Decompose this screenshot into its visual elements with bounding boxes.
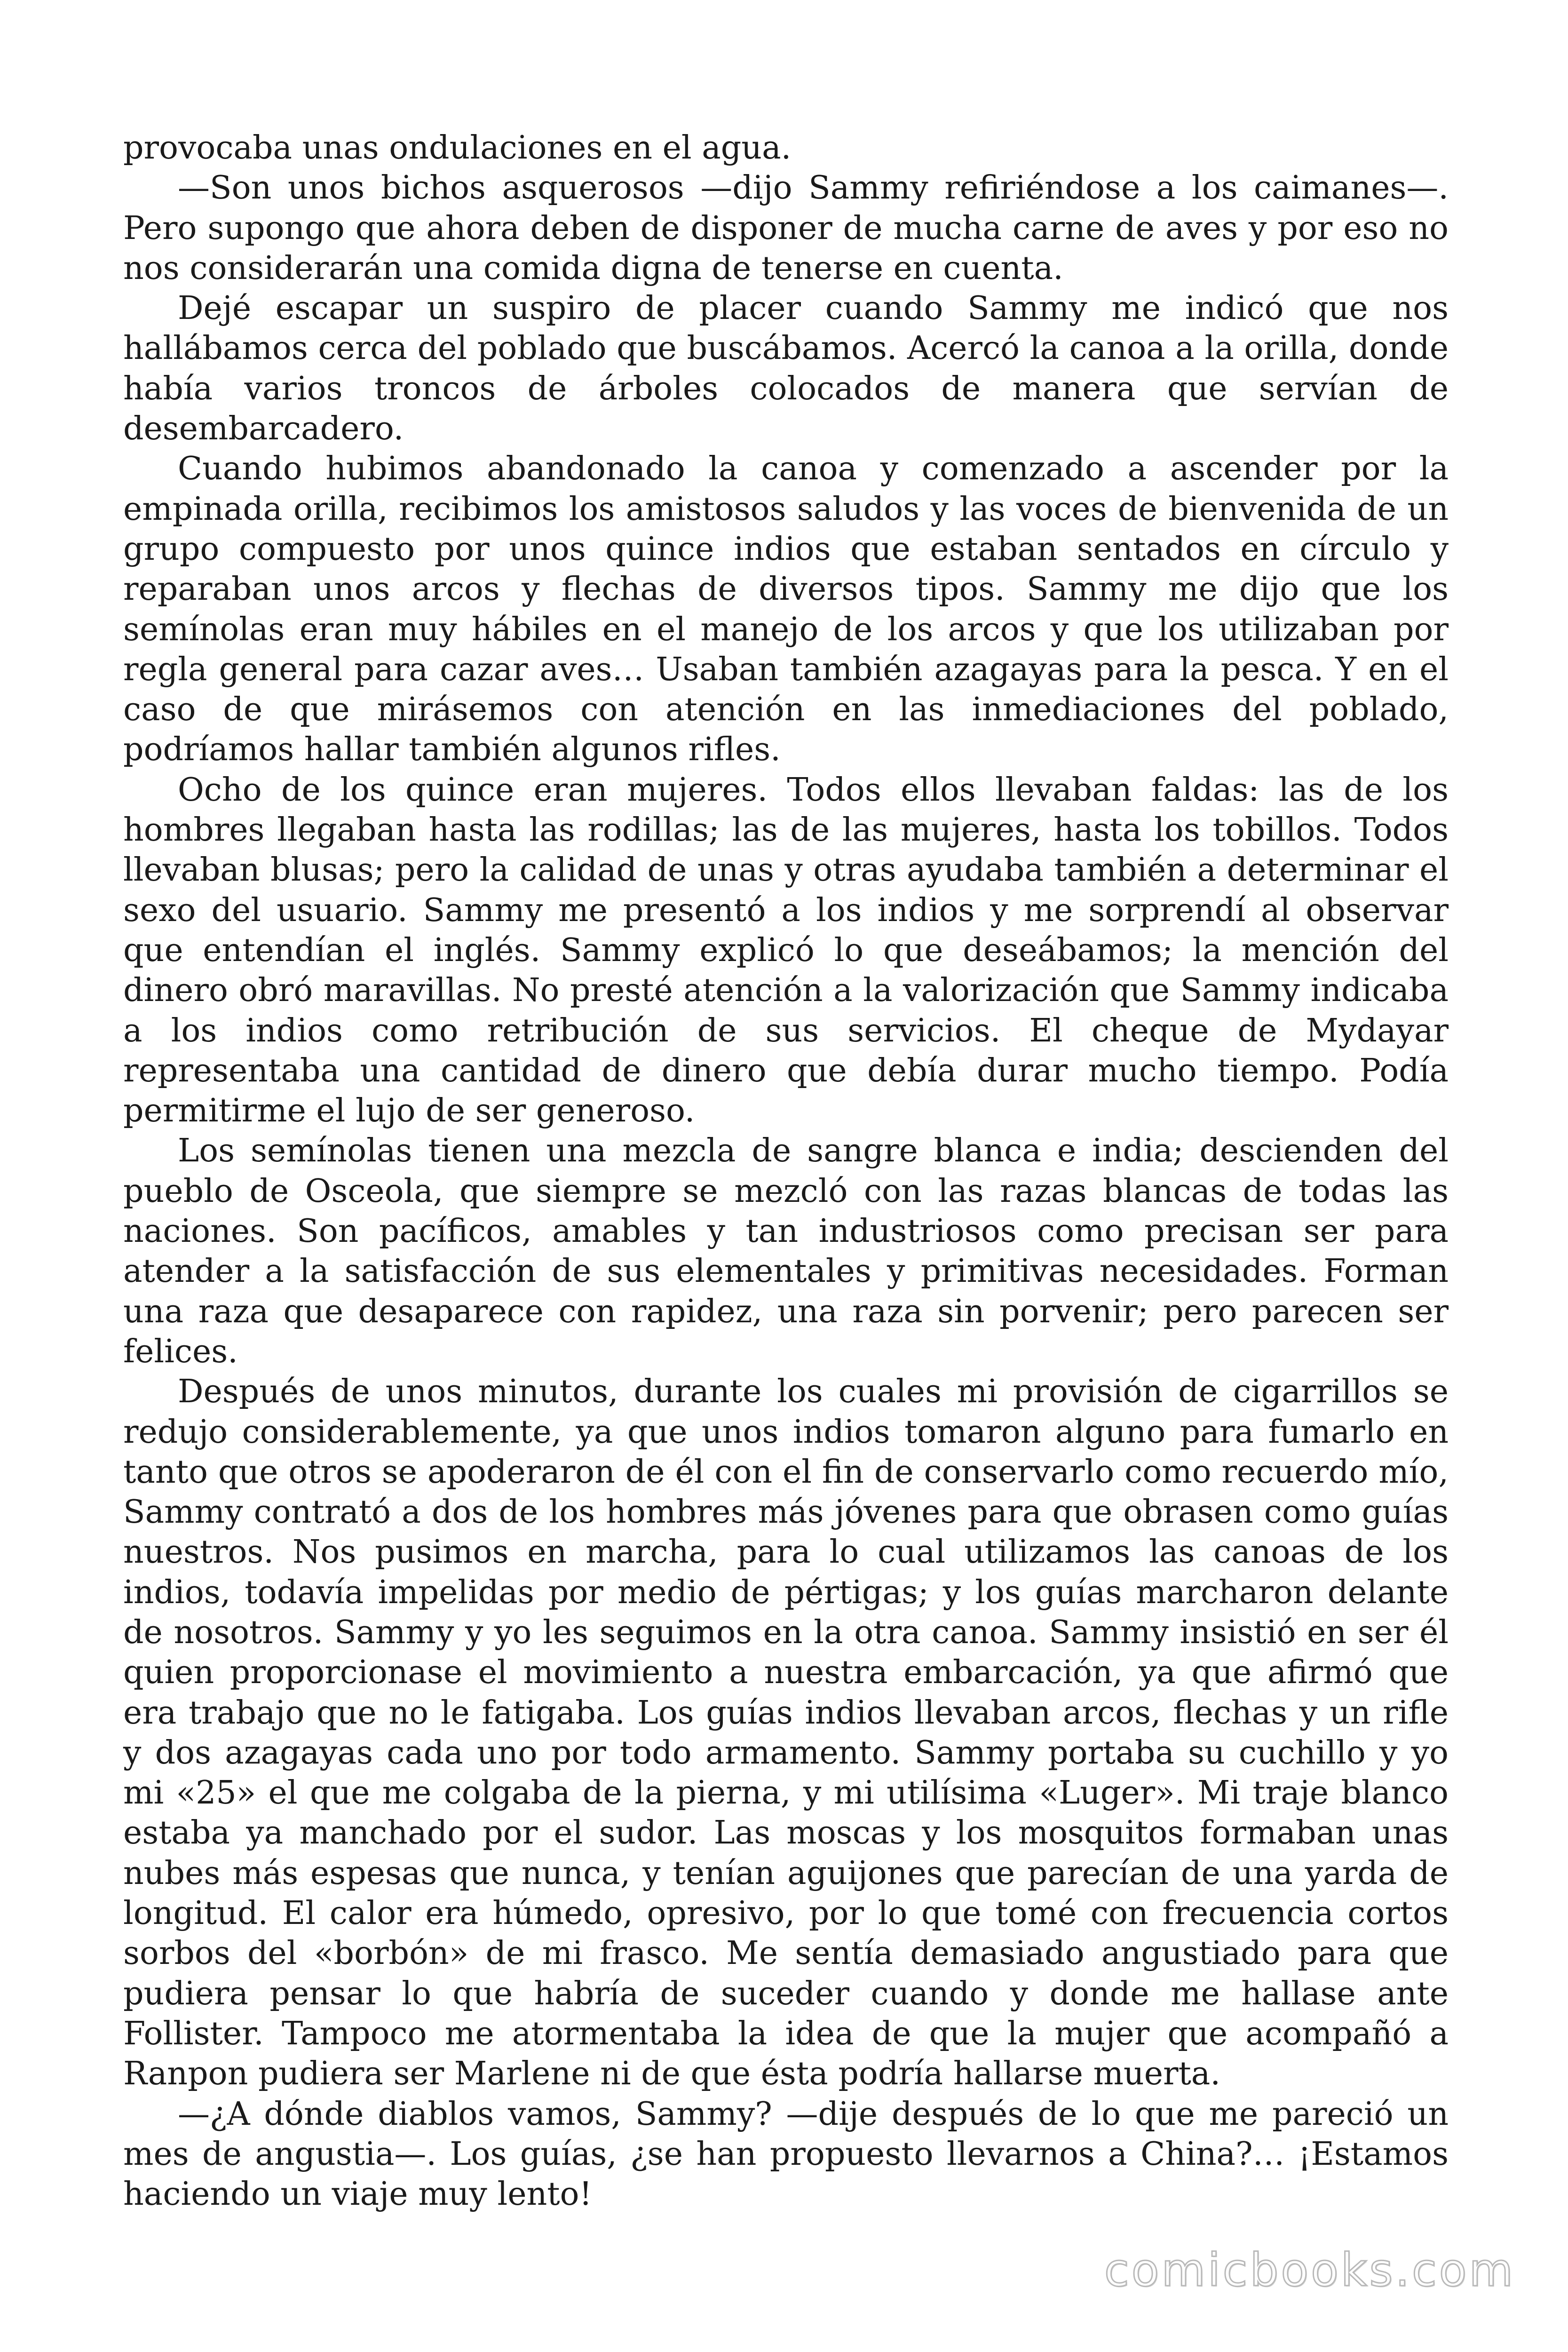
paragraph: Dejé escapar un suspiro de placer cuando Sammy me indicó que nos hallábamos cerca del poblado que buscábamos. Acercó la canoa a la orilla, donde había varios troncos de árboles colocados de manera que servían de desembarcadero. <box>123 290 1449 448</box>
paragraph: Después de unos minutos, durante los cuales mi provisión de cigarrillos se redujo considerablemente, ya que unos indios tomaron alguno para fumarlo en tanto que otros se apoderaron de él con el fin de conservarlo como recuerdo mío, Sammy contrató a dos de los hombres más jóvenes para que obrasen como guías nuestros. Nos pusimos en marcha, para lo cual utilizamos las canoas de los indios, todavía impelidas por medio de pértigas; y los guías marcharon delante de nosotros. Sammy y yo les seguimos en la otra canoa. Sammy insistió en ser él quien proporcionase el movimiento a nuestra embarcación, ya que afirmó que era trabajo que no le fatigaba. Los guías indios llevaban arcos, flechas y un rifle y dos azagayas cada uno por todo armamento. Sammy portaba su cuchillo y yo mi «25» el que me colgaba de la pierna, y mi utilísima «Luger». Mi traje blanco estaba ya manchado por el sudor. Las moscas y los mosquitos formaban unas nubes más espesas que nunca, y tenían aguijones que parecían de una yarda de longitud. El calor era húmedo, opresivo, por lo que tomé con frecuencia cortos sorbos del «borbón» de mi frasco. Me sentía demasiado angustiado para que pudiera pensar lo que habría de suceder cuando y donde me hallase ante Follister. Tampoco me atormentaba la idea de que la mujer que acompañó a Ranpon pudiera ser Marlene ni de que ésta podría hallarse muerta. <box>123 1373 1449 2093</box>
paragraph: —¿A dónde diablos vamos, Sammy? —dije después de lo que me pareció un mes de angustia—. Los guías, ¿se han propuesto llevarnos a China?… ¡Estamos haciendo un viaje muy lento! <box>123 2095 1449 2213</box>
book-page-text <box>123 128 1449 2214</box>
paragraph: Ocho de los quince eran mujeres. Todos ellos llevaban faldas: las de los hombres llegaban hasta las rodillas; las de las mujeres, hasta los tobillos. Todos llevaban blusas; pero la calidad de unas y otras ayudaba también a determinar el sexo del usuario. Sammy me presentó a los indios y me sorprendí al observar que entendían el inglés. Sammy explicó lo que deseábamos; la mención del dinero obró maravillas. No presté atención a la valorización que Sammy indicaba a los indios como retribución de sus servicios. El cheque de Mydayar representaba una cantidad de dinero que debía durar mucho tiempo. Podía permitirme el lujo de ser generoso. <box>123 771 1449 1130</box>
paragraph: Los semínolas tienen una mezcla de sangre blanca e india; descienden del pueblo de Osceola, que siempre se mezcló con las razas blancas de todas las naciones. Son pacíficos, amables y tan industriosos como precisan ser para atender a la satisfacción de sus elementales y primitivas necesidades. Forman una raza que desaparece con rapidez, una raza sin porvenir; pero parecen ser felices. <box>123 1132 1449 1370</box>
paragraph: Cuando hubimos abandonado la canoa y comenzado a ascender por la empinada orilla, recibimos los amistosos saludos y las voces de bienvenida de un grupo compuesto por unos quince indios que estaban sentados en círculo y reparaban unos arcos y flechas de diversos tipos. Sammy me dijo que los semínolas eran muy hábiles en el manejo de los arcos y que los utilizaban por regla general para cazar aves… Usaban también azagayas para la pesca. Y en el caso de que mirásemos con atención en las inmediaciones del poblado, podríamos hallar también algunos rifles. <box>123 450 1449 769</box>
paragraph: —Son unos bichos asquerosos —dijo Sammy refiriéndose a los caimanes—. Pero supongo que ahora deben de disponer de mucha carne de aves y por eso no nos considerarán una comida digna de tenerse en cuenta. <box>123 169 1449 287</box>
paragraph: provocaba unas ondulaciones en el agua. <box>123 129 792 167</box>
watermark: comicbooks.com <box>1104 2244 1515 2296</box>
